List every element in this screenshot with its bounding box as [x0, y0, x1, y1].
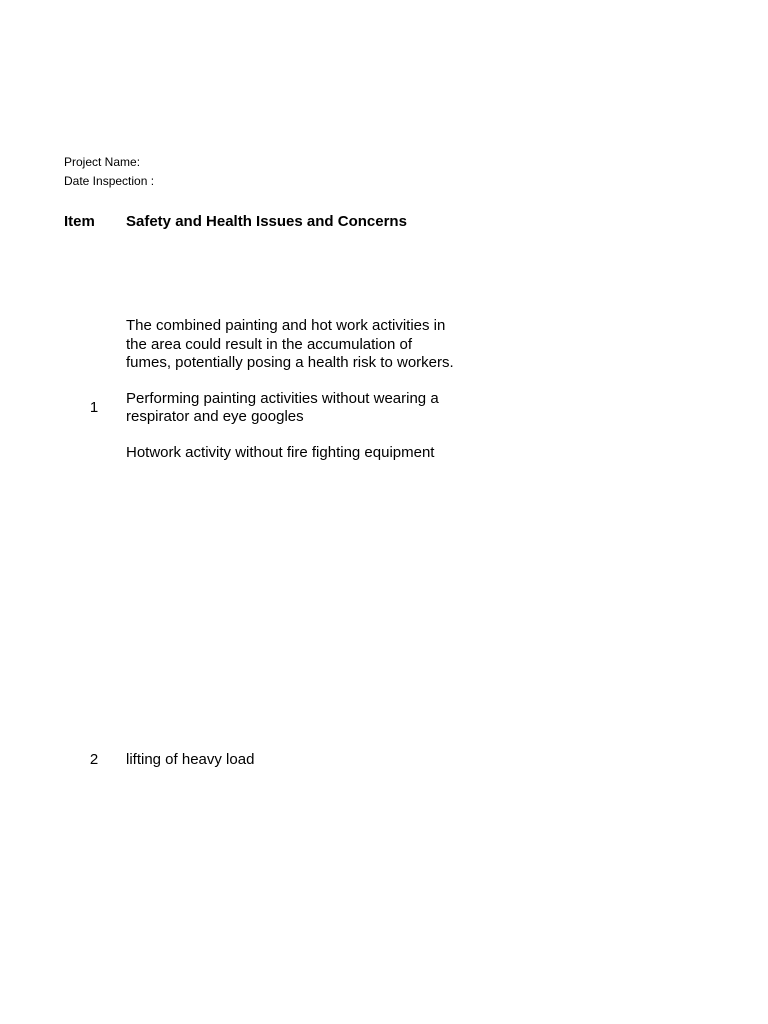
item-number: 2: [89, 751, 99, 768]
item-number: 1: [89, 399, 99, 416]
issue-text: lifting of heavy load: [126, 751, 255, 768]
project-name-label: Project Name:: [64, 155, 141, 169]
issue-text: Performing painting activities without wearing a respirator and eye googles: [126, 389, 439, 425]
issues-column-header: Safety and Health Issues and Concerns: [126, 213, 407, 230]
issue-text: Hotwork activity without fire fighting equipment: [126, 443, 435, 461]
item-column-header: Item: [64, 213, 95, 230]
issue-list: [126, 317, 456, 462]
date-inspection-label: Date Inspection :: [64, 174, 155, 188]
issue-list: [126, 751, 456, 770]
issue-text: The combined painting and hot work activities in the area could result in the accumulation of fumes, potentially posing a health risk to workers.: [126, 317, 454, 371]
